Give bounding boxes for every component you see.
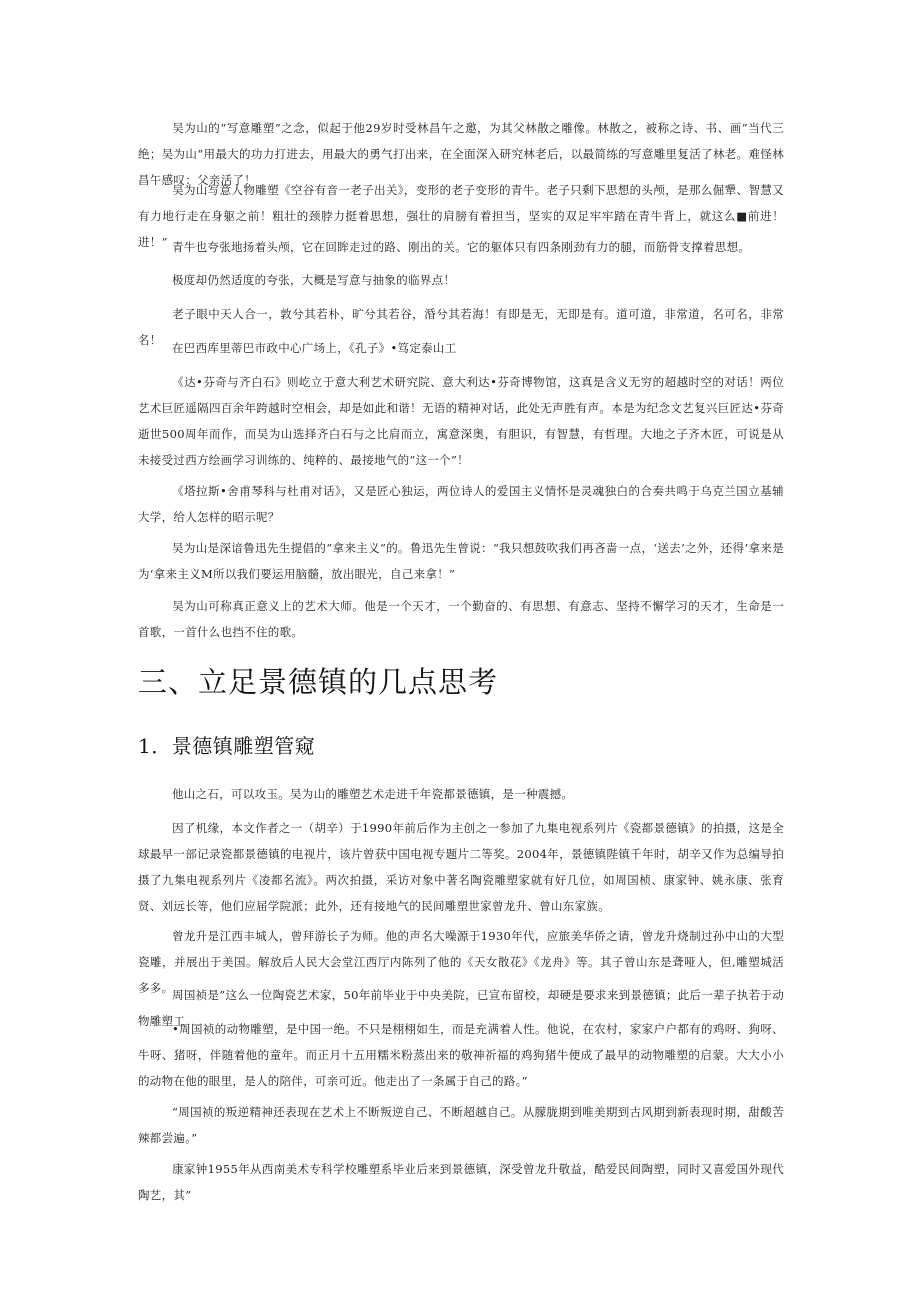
- paragraph-kang-jiazhong: [138, 1156, 784, 1208]
- paragraph-text: 吴为山的“写意雕塑”之念，似起于他29岁时受林昌午之邀，为其父林散之雕像。林散之，被称之诗、书、画”当代三绝；吴为山“用最大的功力打进去，用最大的勇气打出来，在全面深入研究林老后，以最简练的写意雕里复活了林老。难怪林昌午感叹：父亲活了！: [138, 121, 784, 187]
- paragraph-brazil: [138, 335, 784, 361]
- paragraph-text: 周国祯是”这么一位陶瓷艺术家，50年前毕业于中央美院，已宣布留校，却硬是要求来到景德镇；此后一辈子执若于动物雕塑工: [138, 988, 784, 1028]
- section-heading: 三、立足景德镇的几点思考: [138, 665, 499, 699]
- paragraph-text: 老子眼中天人合一，敦兮其若朴，旷兮其若谷，涽兮其若海！有即是无，无即是有。道可道，非常道，名可名，非常名！: [138, 307, 784, 347]
- paragraph-text: 《达•芬奇与齐白石》则屹立于意大利艺术研究院、意大利达•芬奇博物馆，这真是含义无穷的超越时空的对话！两位艺术巨匠遥隔四百余年跨越时空相会，却是如此和谐！无语的精神对话，此处无声胜有声。本是为纪念文艺复兴巨匠达•芬奇逝世500周年而作，而吴为山选择齐白石与之比肩而立，寓意深奥，有胆识，有智慧，有哲理。大地之子齐木匠，可说是从未接受过西方绘画学习训练的、纯粹的、最接地气的“这一个”！: [138, 375, 784, 467]
- paragraph-lu-xun: [138, 535, 784, 587]
- paragraph-text: 曾龙升是江西丰城人，曾拜游长子为师。他的声名大噪源于1930年代，应旅美华侨之请，曾龙升烧制过孙中山的大型瓷雕，并展出于美国。解放后人民大会堂江西厅内陈列了他的《天女散花》《龙舟》等。其子曾山东是聋哑人，但,雕塑城活多多。: [138, 929, 784, 995]
- subsection-heading: 1．景德镇雕塑管窥: [138, 734, 316, 758]
- paragraph-other-mountain: [138, 781, 784, 807]
- paragraph-text: 青牛也夸张地扬着头颅，它在回眸走过的路、刚出的关。它的躯体只有四条刚劲有力的腿，而筋骨支撑着思想。: [172, 240, 751, 254]
- paragraph-text: 因了机缘，本文作者之一（胡辛）于1990年前后作为主创之一参加了九集电视系列片《瓷都景德镇》的拍摄，这是全球最早一部记录瓷都景德镇的电视片，该片曾获中国电视专题片二等奖。2004年，景德镇陛镇千年时，胡辛又作为总编导拍摄了九集电视系列片《凌都名流》。两次拍摄，采访对象中著名陶瓷雕塑家就有好几位，如周国桢、康家钟、姚永康、张育贤、刘远长等，他们应届学院派；此外，还有接地气的民间雕塑世家曾龙升、曾山东家族。: [138, 821, 784, 913]
- paragraph-text: 吴为山可称真正意义上的艺术大师。他是一个天才，一个勤奋的、有思想、有意志、坚持不懈学习的天才，生命是一首歌，一首什么也挡不住的歌。: [138, 599, 784, 639]
- paragraph-taras-dufu: [138, 478, 784, 530]
- paragraph-text: “周国祯的叛逆精神还表现在艺术上不断叛逆自己、不断超越自己。从朦胧期到唯美期到古风期到新表现时期，甜酸苦辣都尝遍。”: [138, 1105, 784, 1145]
- paragraph-master: [138, 593, 784, 645]
- paragraph-text: 他山之石，可以攻玉。吴为山的雕塑艺术走进千年瓷都景德镇，是一种震撼。: [172, 787, 574, 801]
- paragraph-exaggeration: [138, 267, 784, 293]
- paragraph-davinci-qibaishi: [138, 369, 784, 473]
- paragraph-zhou-guozhen-rebel: [138, 1099, 784, 1151]
- paragraph-text: 吴为山是深谙鲁迅先生提倡的“拿来主义”的。鲁迅先生曾说：“我只想鼓吹我们再吝啬一点，‘送去’之外，还得‘拿来是为‘拿来主义M所以我们要运用脑髓，放出眼光，自己来拿！”: [138, 541, 784, 581]
- paragraph-text: •周国祯的动物雕塑，是中国一绝。不只是栩栩如生，而是充满着人性。他说，在农村，家家户户都有的鸡呀、狗呀、牛呀、猪呀，伴随着他的童年。而正月十五用糯米粉蒸出来的敬神祈福的鸡狗猪牛便成了最早的动物雕塑的启蒙。大大小小的动物在他的眼里，是人的陪伴，可亲可近。他走出了一条属于自己的路。”: [138, 1022, 784, 1088]
- paragraph-qingniu: [138, 234, 784, 260]
- paragraph-text: 极度却仍然适度的夸张，大概是写意与抽象的临界点！: [172, 273, 456, 287]
- paragraph-text: 在巴西库里蒂巴市政中心广场上，《孔子》•笃定泰山工: [172, 341, 457, 355]
- paragraph-text: 吴为山写意人物雕塑《空谷有音一老子出关》，变形的老子变形的青牛。老子只剩下思想的头颅，是那么倔犟、智慧又有力地行走在身躯之前！粗壮的颈脖力挺着思想，强壮的肩膀有着担当，坚实的双足牢牢踏在青牛背上，就这么■前进！进！”: [138, 183, 784, 249]
- paragraph-zhou-guozhen-animals: [138, 1016, 784, 1094]
- paragraph-tv-series: [138, 815, 784, 919]
- paragraph-text: 《塔拉斯•舍甫琴科与杜甫对话》，又是匠心独运，两位诗人的爱国主义情怀是灵魂独白的合奏共鸣于乌克兰国立基辅大学，给人怎样的昭示呢？: [138, 484, 784, 524]
- paragraph-text: 康家钟1955年从西南美术专科学校雕塑系毕业后来到景德镇，深受曾龙升敬益，酷爱民间陶塑，同时又喜爱国外现代陶艺，其”: [138, 1162, 784, 1202]
